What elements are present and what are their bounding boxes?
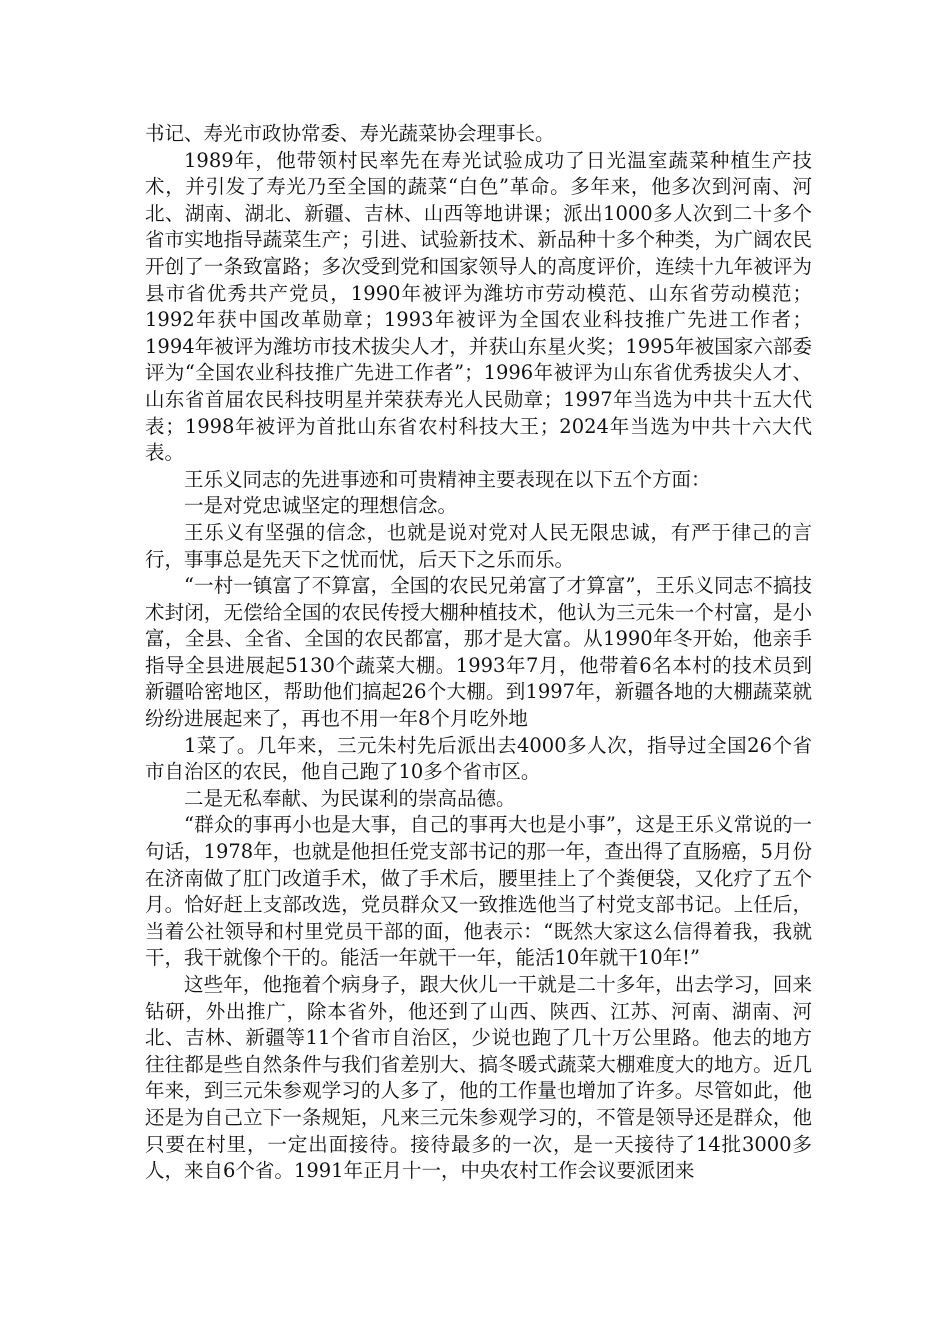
- paragraph: “群众的事再小也是大事，自己的事再大也是小事”，这是王乐义常说的一句话，1978年，也就是他担任党支部书记的那一年，查出得了直肠癌，5月份在济南做了肛门改道手术，做了手术后，腰里挂上了个粪便袋，又化疗了五个月。恰好赶上支部改选，党员群众又一致推选他当了村党支部书记。上任后，当着公社领导和村里党员干部的面，他表示：“既然大家这么信得着我，我就干，我干就像个干的。能活一年就干一年，能活10年就干10年!”: [145, 813, 812, 970]
- paragraph: 这些年，他拖着个病身子，跟大伙儿一干就是二十多年，出去学习，回来钻研，外出推广，除本省外，他还到了山西、陕西、江苏、河南、湖南、河北、吉林、新疆等11个省市自治区，少说也跑了几十万公里路。他去的地方往往都是些自然条件与我们省差别大、搞冬暖式蔬菜大棚难度大的地方。近几年来，到三元朱参观学习的人多了，他的工作量也增加了许多。尽管如此，他还是为自己立下一条规矩，凡来三元朱参观学习的，不管是领导还是群众，他只要在村里，一定出面接待。接待最多的一次，是一天接待了14批3000多人，来自6个省。1991年正月十一，中央农村工作会议要派团来: [145, 973, 812, 1183]
- section-heading: 二是无私奉献、为民谋利的崇高品德。: [184, 786, 516, 810]
- paragraph: 1989年，他带领村民率先在寿光试验成功了日光温室蔬菜种植生产技术，并引发了寿光乃至全国的蔬菜“白色”革命。多年来，他多次到河南、河北、湖南、湖北、新疆、吉林、山西等地讲课；派出1000多人次到二十多个省市实地指导蔬菜生产；引进、试验新技术、新品种十多个种类，为广阔农民开创了一条致富路；多次受到党和国家领导人的高度评价，连续十九年被评为县市省优秀共产党员，1990年被评为潍坊市劳动模范、山东省劳动模范；1992年获中国改革勋章；1993年被评为全国农业科技推广先进工作者；1994年被评为潍坊市技术拔尖人才，并获山东星火奖；1995年被国家六部委评为“全国农业科技推广先进工作者”；1996年被评为山东省优秀拔尖人才、山东省首届农民科技明星并荣获寿光人民勋章；1997年当选为中共十五大代表；1998年被评为首批山东省农村科技大王；2024年当选为中共十六大代表。: [145, 148, 812, 465]
- paragraph: “一村一镇富了不算富，全国的农民兄弟富了才算富”，王乐义同志不搞技术封闭，无偿给全国的农民传授大棚种植技术，他认为三元朱一个村富，是小富，全县、全省、全国的农民都富，那才是大富。从1990年冬开始，他亲手指导全县进展起5130个蔬菜大棚。1993年7月，他带着6名本村的技术员到新疆哈密地区，帮助他们搞起26个大棚。到1997年，新疆各地的大棚蔬菜就纷纷进展起来了，再也不用一年8个月吃外地: [145, 574, 812, 731]
- document-body: [145, 121, 812, 1185]
- paragraph: 王乐义同志的先进事迹和可贵精神主要表现在以下五个方面：: [184, 467, 711, 491]
- paragraph: 王乐义有坚强的信念，也就是说对党对人民无限忠诚，有严于律己的言行，事事总是先天下之忧而忧，后天下之乐而乐。: [145, 520, 812, 571]
- paragraph: 1菜了。几年来，三元朱村先后派出去4000多人次，指导过全国26个省市自治区的农民，他自己跑了10多个省市区。: [145, 733, 812, 784]
- section-heading: 一是对党忠诚坚定的理想信念。: [184, 494, 458, 518]
- paragraph: 书记、寿光市政协常委、寿光蔬菜协会理事长。: [145, 122, 555, 145]
